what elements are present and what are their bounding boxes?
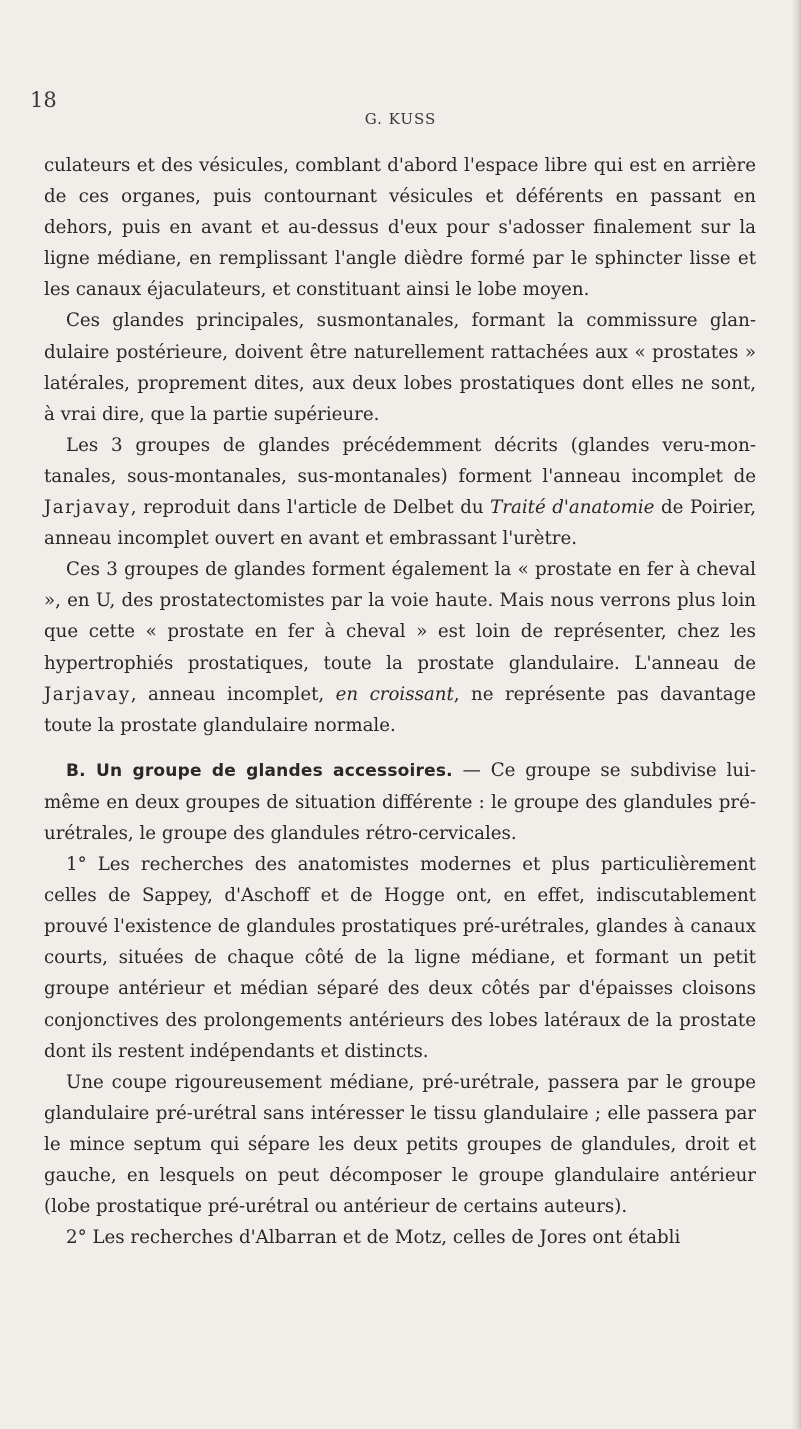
paragraph-2: Ces glandes principales, susmontanales, formant la commissure glandulaire postérieure, doivent être naturellement rattachées aux « prostates » latérales, proprement dites, aux deux lobes prostatiques dont elles ne sont, à vrai dire, que la partie supérieure. [44, 310, 756, 425]
paragraph-5 [44, 755, 756, 849]
paragraph-5-text: — Ce groupe se subdivise lui-même en deux groupes de situation différente : le groupe des glandules pré-urétrales, le groupe des glandules rétro-cervicales. [44, 759, 757, 844]
paragraph-4-part-c: , ne représente pas davantage toute la prostate glandulaire normale. [44, 683, 756, 736]
paragraph-4-part-b: , anneau incomplet, [130, 683, 336, 705]
paragraph-1: culateurs et des vésicules, comblant d'abord l'espace libre qui est en arrière de ces organes, puis contournant vésicules et déférents en passant en dehors, puis en avant et au-dessus d'eux pour s'adosser finalement sur la ligne médiane, en remplissant l'angle dièdre formé par le sphincter lisse et les canaux éjaculateurs, et constituant ainsi le lobe moyen. [44, 155, 756, 301]
paragraph-3-part-c: de Poirier, anneau incomplet ouvert en avant et embrassant l'urètre. [44, 497, 756, 550]
page-number: 18 [30, 88, 57, 112]
paragraph-3 [44, 430, 756, 554]
section-heading: B. Un groupe de glandes accessoires. [66, 760, 453, 781]
italic-en-croissant: en croissant [335, 683, 454, 705]
author-name-jarjavay: Jarjavay [44, 497, 131, 519]
paragraph-4 [44, 554, 756, 741]
author-name-jarjavay-2: Jarjavay [44, 683, 131, 705]
paragraph-6: 1° Les recherches des anatomistes modernes et plus particulièrement celles de Sappey, d'Aschoff et de Hogge ont, en effet, indiscutablement prouvé l'existence de glandules prostatiques pré-urétrales, glandes à canaux courts, situées de chaque côté de la ligne médiane, et formant un petit groupe antérieur et médian séparé des deux côtés par d'épaisses cloisons conjonctives des prolongements antérieurs des lobes latéraux de la prostate dont ils restent indépendants et distincts. [44, 854, 756, 1062]
paragraph-8: 2° Les recherches d'Albarran et de Motz, celles de Jores ont établi [66, 1227, 681, 1249]
body-text [44, 150, 756, 1253]
paragraph-3-part-a: Les 3 groupes de glandes précédemment décrits (glandes veru-montanales, sous-montanales, sus-montanales) forment l'anneau incomplet de [44, 434, 756, 487]
page-edge-shadow [791, 0, 801, 1429]
paragraph-7: Une coupe rigoureusement médiane, pré-urétrale, passera par le groupe glandulaire pré-urétral sans intéresser le tissu glandulaire ; elle passera par le mince septum qui sépare les deux petits groupes de glandules, droit et gauche, en lesquels on peut décomposer le groupe glandulaire antérieur (lobe prostatique pré-urétral ou antérieur de certains auteurs). [44, 1071, 756, 1218]
running-head: G. KUSS [364, 110, 437, 128]
book-title-italic: Traité d'anatomie [490, 497, 655, 519]
paragraph-4-part-a: Ces 3 groupes de glandes forment également la « prostate en fer à cheval », en U, des prostatectomistes par la voie haute. Mais nous verrons plus loin que cette « prostate en fer à cheval » est loin de représenter, chez les hypertrophiés prostatiques, toute la prostate glandulaire. L'anneau de [44, 559, 756, 674]
paragraph-3-part-b: , reproduit dans l'article de Delbet du [130, 497, 491, 519]
